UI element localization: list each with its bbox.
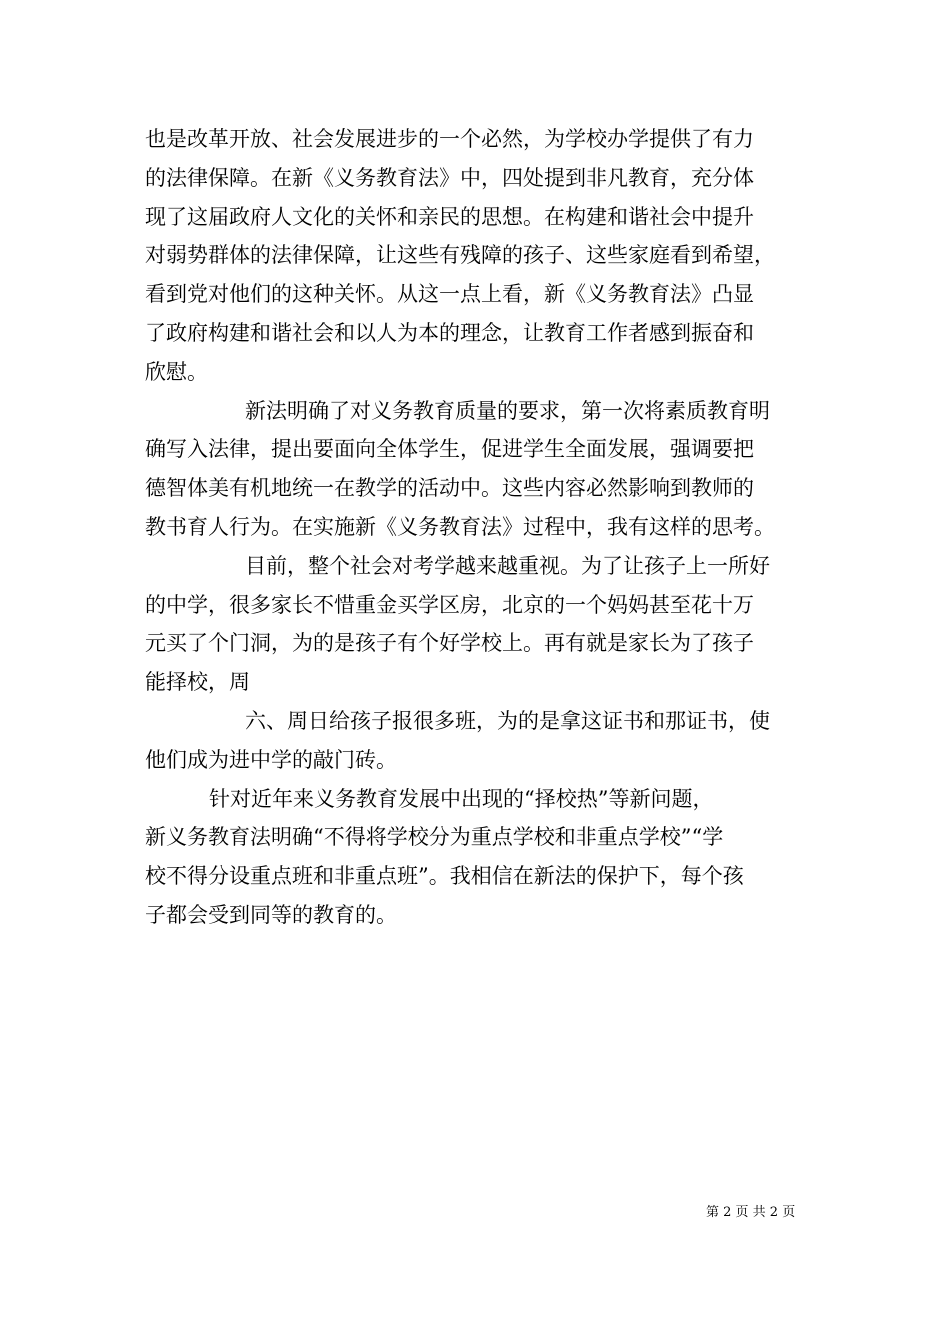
text-line: 的中学，很多家长不惜重金买学区房，北京的一个妈妈甚至花十万: [145, 592, 754, 617]
paragraph-2: [145, 392, 815, 547]
text-line: 欣慰。: [145, 359, 208, 384]
text-line: 针对近年来义务教育发展中出现的“择校热”等新问题，: [209, 786, 714, 811]
text-line: 的法律保障。在新《义务教育法》中，四处提到非凡教育，充分体: [145, 165, 754, 190]
paragraph-5: [145, 780, 815, 935]
text-line: 元买了个门洞，为的是孩子有个好学校上。再有就是家长为了孩子: [145, 631, 754, 656]
text-line: 目前，整个社会对考学越来越重视。为了让孩子上一所好: [245, 553, 770, 578]
text-line: 子都会受到同等的教育的。: [145, 902, 397, 927]
text-line: 也是改革开放、社会发展进步的一个必然，为学校办学提供了有力: [145, 127, 754, 151]
text-line: 现了这届政府人文化的关怀和亲民的思想。在构建和谐社会中提升: [145, 204, 754, 229]
text-line: 了政府构建和谐社会和以人为本的理念，让教育工作者感到振奋和: [145, 320, 754, 345]
text-line: 教书育人行为。在实施新《义务教育法》过程中，我有这样的思考。: [145, 514, 775, 539]
text-line: 他们成为进中学的敲门砖。: [145, 747, 397, 772]
document-body: [145, 120, 815, 935]
text-line: 校不得分设重点班和非重点班”。我相信在新法的保护下，每个孩: [145, 864, 744, 889]
text-line: 能择校，周: [145, 670, 250, 695]
page-number-footer: 第 2 页 共 2 页: [706, 1205, 796, 1220]
text-line: 德智体美有机地统一在教学的活动中。这些内容必然影响到教师的: [145, 476, 754, 501]
text-line: 对弱势群体的法律保障，让这些有残障的孩子、这些家庭看到希望，: [145, 243, 775, 268]
text-line: 看到党对他们的这种关怀。从这一点上看，新《义务教育法》凸显: [145, 282, 754, 307]
text-line: 六、周日给孩子报很多班，为的是拿这证书和那证书，使: [245, 708, 770, 733]
paragraph-4: [145, 702, 815, 780]
paragraph-3: [145, 547, 815, 702]
text-line: 新义务教育法明确“不得将学校分为重点学校和非重点学校”“学: [145, 825, 724, 850]
text-line: 确写入法律，提出要面向全体学生，促进学生全面发展，强调要把: [145, 437, 754, 462]
text-line: 新法明确了对义务教育质量的要求，第一次将素质教育明: [245, 398, 770, 423]
paragraph-1: [145, 120, 815, 392]
